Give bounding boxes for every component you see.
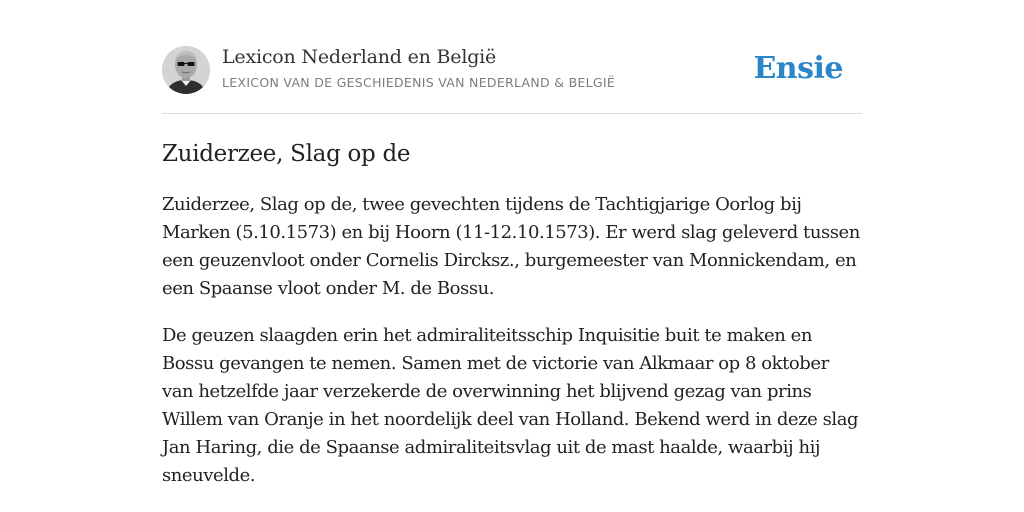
person-portrait-icon bbox=[162, 46, 210, 94]
article-paragraph: De geuzen slaagden erin het admiraliteitsschip Inquisitie buit te maken en Bossu gevangen te nemen. Samen met de victorie van Alkmaar op 8 oktober van hetzelfde jaar verzekerde de overwinning het blijvend gezag van prins Willem van Oranje in het noordelijk deel van Holland. Bekend werd in deze slag Jan Haring, die de Spaanse admiraliteitsvlag uit de mast haalde, waarbij hij sneuvelde. bbox=[162, 325, 859, 486]
content-column bbox=[162, 46, 862, 490]
avatar[interactable] bbox=[162, 46, 210, 94]
source-title[interactable]: Lexicon Nederland en België bbox=[222, 46, 497, 68]
page-title: Zuiderzee, Slag op de bbox=[162, 141, 411, 167]
brand-logo[interactable]: Ensie bbox=[753, 51, 843, 86]
source-subtitle: LEXICON VAN DE GESCHIEDENIS VAN NEDERLAND & BELGIË bbox=[222, 75, 616, 90]
article-paragraph: Zuiderzee, Slag op de, twee gevechten tijdens de Tachtigjarige Oorlog bij Marken (5.10.1573) en bij Hoorn (11-12.10.1573). Er werd slag geleverd tussen een geuzenvloot onder Cornelis Dircksz., burgemeester van Monnickendam, en een Spaanse vloot onder M. de Bossu. bbox=[162, 194, 860, 299]
source-header bbox=[162, 46, 862, 114]
